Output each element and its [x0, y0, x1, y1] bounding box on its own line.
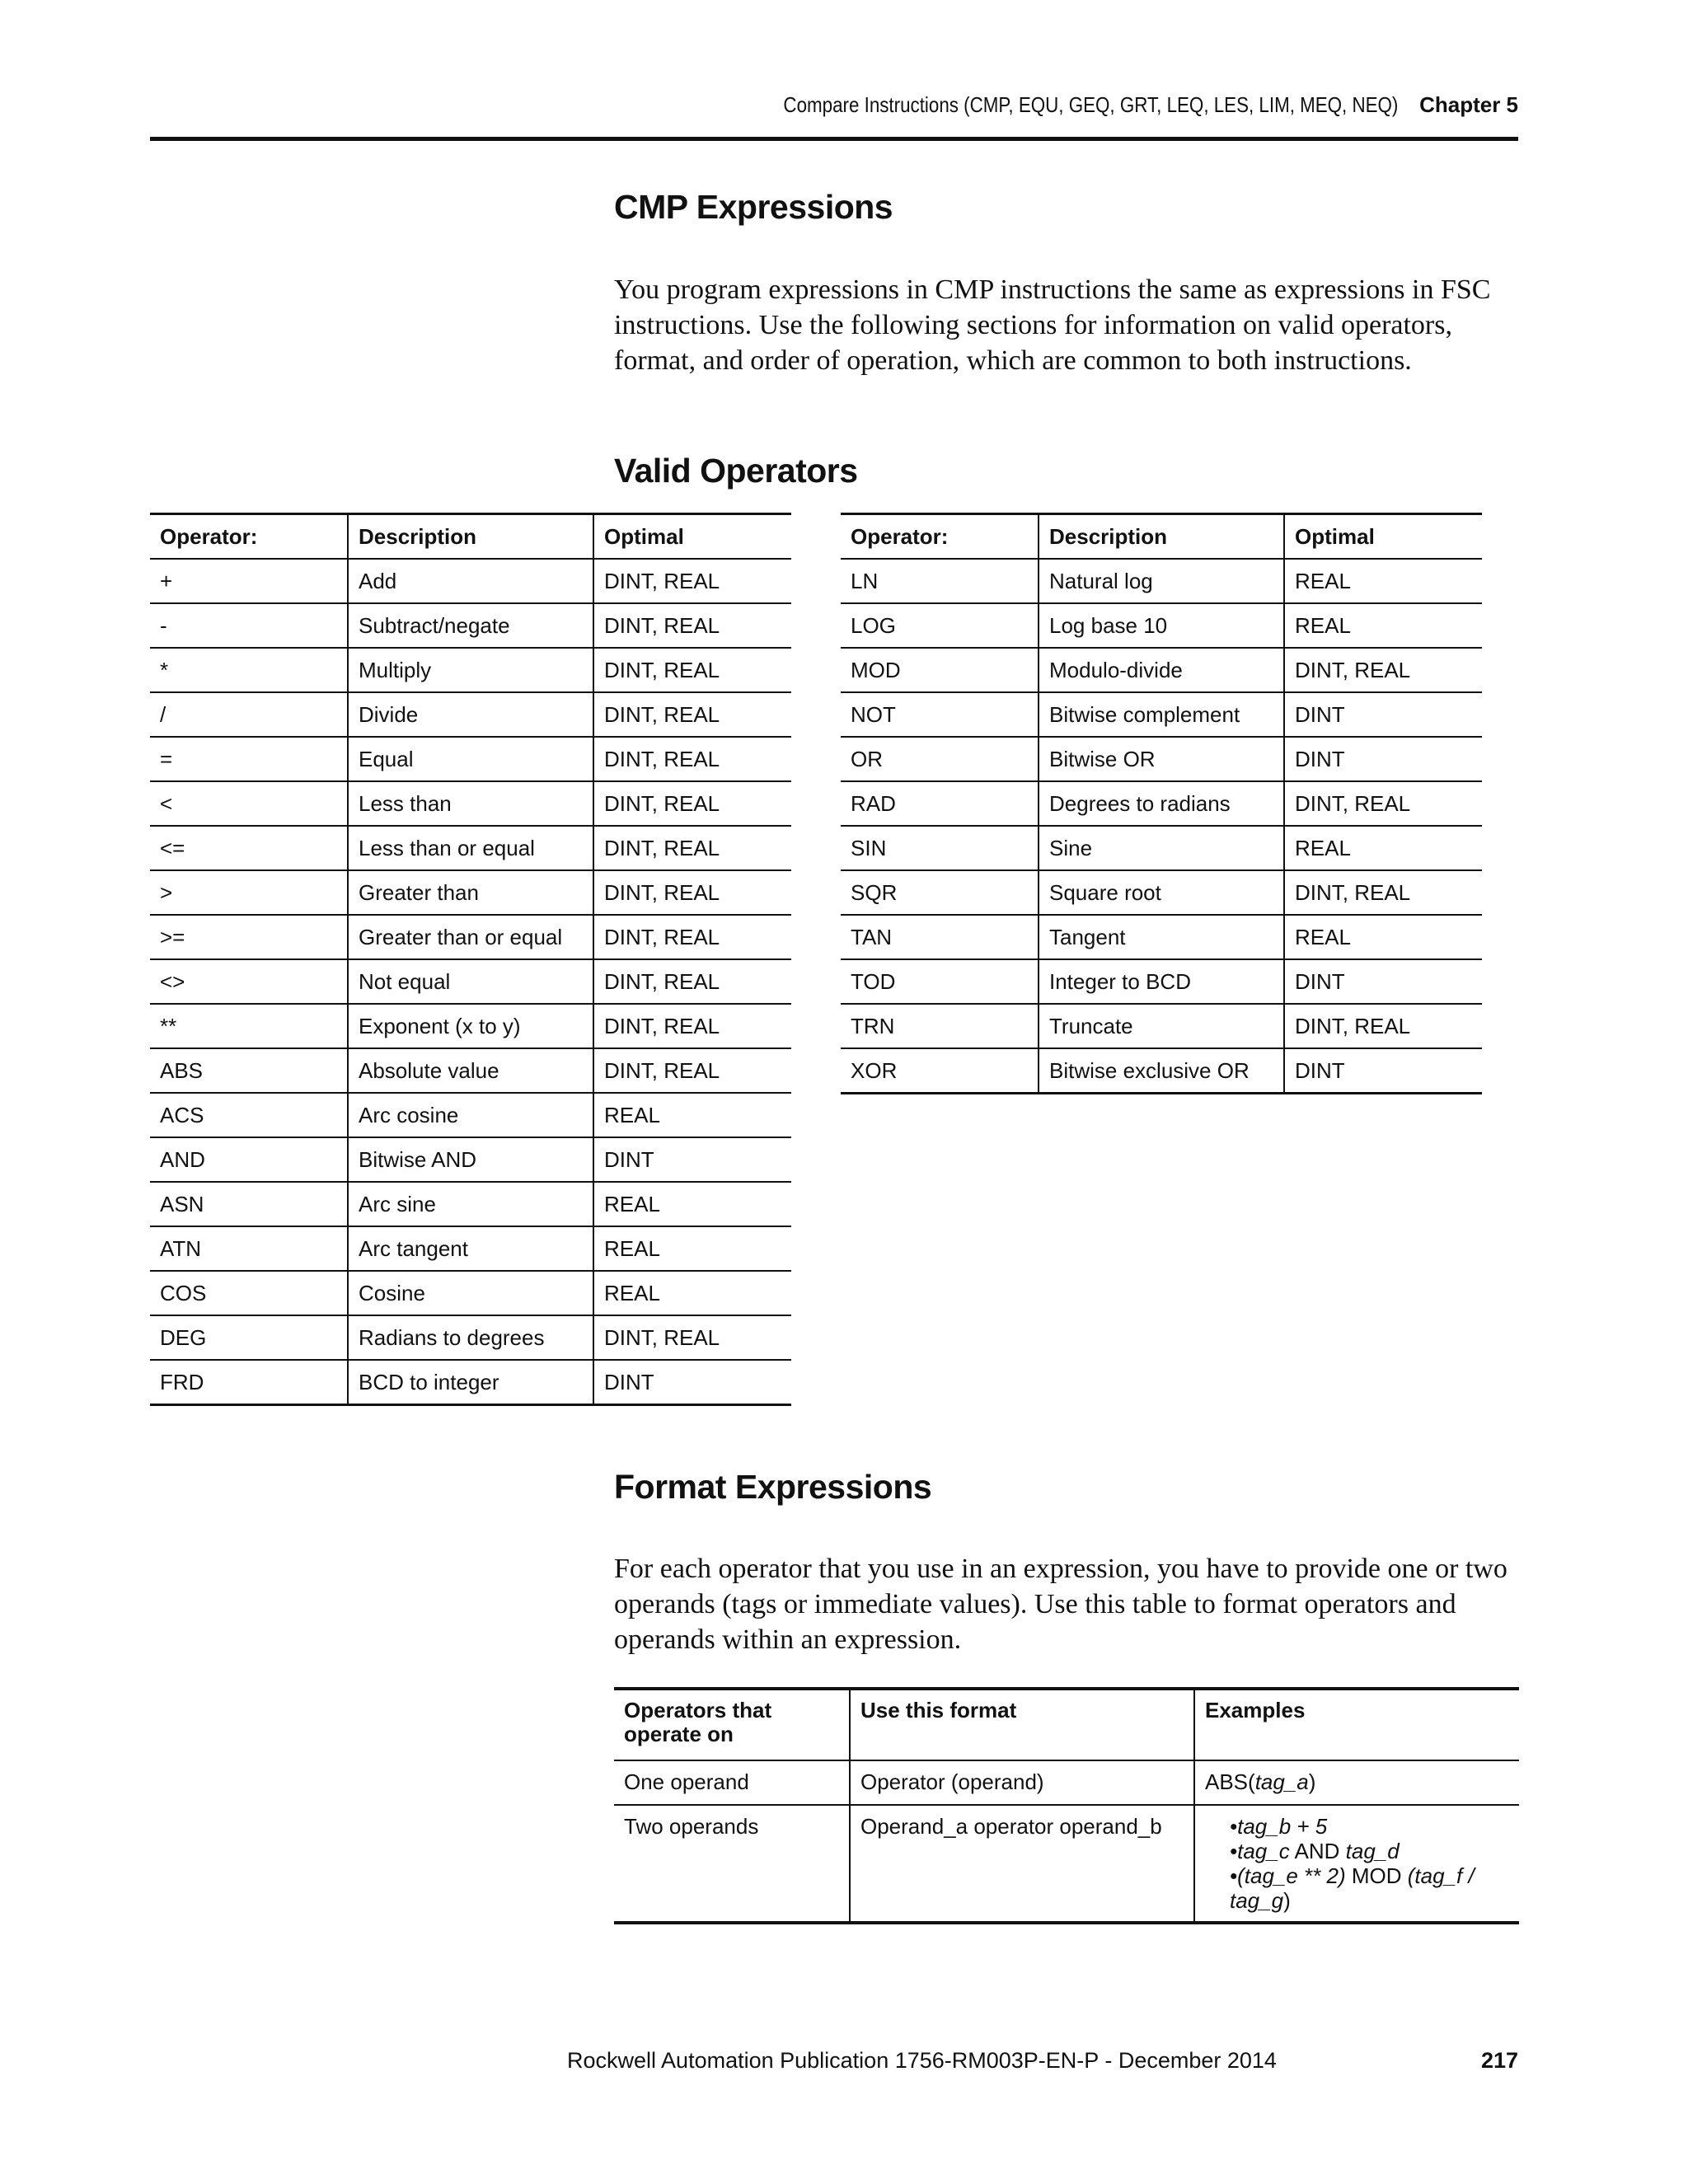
- example-tag: tag_a: [1254, 1769, 1309, 1794]
- table-row: [841, 870, 1482, 915]
- cell-optimal: DINT, REAL: [1284, 1004, 1482, 1048]
- cell-operator: OR: [841, 737, 1039, 781]
- cell-operates-on: One operand: [614, 1760, 850, 1805]
- table-row: [841, 781, 1482, 826]
- cell-description: Bitwise AND: [348, 1137, 593, 1182]
- cell-description: Bitwise complement: [1039, 692, 1284, 737]
- cell-description: Square root: [1039, 870, 1284, 915]
- cell-optimal: DINT: [593, 1137, 791, 1182]
- cell-operator: LN: [841, 559, 1039, 603]
- cell-description: Add: [348, 559, 593, 603]
- table-row: [150, 1315, 791, 1360]
- table-header-row: [150, 514, 791, 560]
- cell-optimal: DINT: [1284, 692, 1482, 737]
- cmp-expressions-heading: CMP Expressions: [614, 188, 893, 226]
- cell-description: Greater than or equal: [348, 915, 593, 959]
- cell-optimal: DINT: [593, 1360, 791, 1405]
- cell-optimal: REAL: [593, 1271, 791, 1315]
- table-row: [841, 737, 1482, 781]
- cell-operator: ATN: [150, 1226, 348, 1271]
- cell-description: Bitwise exclusive OR: [1039, 1048, 1284, 1094]
- valid-operators-heading: Valid Operators: [614, 452, 858, 490]
- cell-operator: RAD: [841, 781, 1039, 826]
- footer-publication: Rockwell Automation Publication 1756-RM003P-EN-P - December 2014: [567, 2048, 1277, 2073]
- cell-description: Arc sine: [348, 1182, 593, 1226]
- cell-example: [1194, 1760, 1519, 1805]
- table-row: [841, 1004, 1482, 1048]
- cell-description: Subtract/negate: [348, 603, 593, 648]
- cell-format: Operator (operand): [850, 1760, 1194, 1805]
- table-row: [841, 648, 1482, 692]
- cell-operator: *: [150, 648, 348, 692]
- cell-operator: +: [150, 559, 348, 603]
- table-row: [150, 1226, 791, 1271]
- cell-description: Modulo-divide: [1039, 648, 1284, 692]
- table-row: [150, 870, 791, 915]
- cell-operator: **: [150, 1004, 348, 1048]
- cell-optimal: DINT: [1284, 1048, 1482, 1094]
- cell-description: Natural log: [1039, 559, 1284, 603]
- cell-description: Degrees to radians: [1039, 781, 1284, 826]
- page-number: 217: [1480, 2048, 1518, 2073]
- page-header: [150, 89, 1518, 141]
- table-row: [150, 648, 791, 692]
- valid-operators-table-right: [841, 513, 1482, 1094]
- table-row: [150, 781, 791, 826]
- example-line: [1205, 1839, 1509, 1863]
- cell-description: Tangent: [1039, 915, 1284, 959]
- column-header-format: Use this format: [850, 1689, 1194, 1760]
- cell-description: Radians to degrees: [348, 1315, 593, 1360]
- table-row: [841, 959, 1482, 1004]
- table-row: [614, 1805, 1519, 1923]
- cell-operator: NOT: [841, 692, 1039, 737]
- column-header-description: Description: [1039, 514, 1284, 560]
- cell-operator: >: [150, 870, 348, 915]
- cell-optimal: DINT, REAL: [593, 870, 791, 915]
- cell-operator: FRD: [150, 1360, 348, 1405]
- column-header-operator: Operator:: [150, 514, 348, 560]
- example-text: ): [1283, 1888, 1291, 1913]
- cell-operator: DEG: [150, 1315, 348, 1360]
- table-row: [841, 603, 1482, 648]
- cell-optimal: DINT, REAL: [1284, 781, 1482, 826]
- cell-description: Arc cosine: [348, 1093, 593, 1137]
- cell-optimal: DINT, REAL: [593, 1048, 791, 1093]
- cell-format: Operand_a operator operand_b: [850, 1805, 1194, 1923]
- cell-description: BCD to integer: [348, 1360, 593, 1405]
- example-text: ABS(: [1205, 1769, 1255, 1794]
- cell-description: Log base 10: [1039, 603, 1284, 648]
- table-row: [841, 826, 1482, 870]
- cell-optimal: DINT, REAL: [593, 781, 791, 826]
- cell-description: Truncate: [1039, 1004, 1284, 1048]
- format-expressions-body: For each operator that you use in an expression, you have to provide one or two operands (tags or immediate values). Use this table to format operators and operands within an expression.: [614, 1554, 1507, 1655]
- cell-operator: SQR: [841, 870, 1039, 915]
- example-tag: (tag_f / tag_g: [1230, 1863, 1475, 1913]
- header-chapter: Chapter 5: [1419, 92, 1518, 117]
- table-row: [614, 1760, 1519, 1805]
- example-tag: tag_d: [1345, 1839, 1400, 1863]
- cell-description: Greater than: [348, 870, 593, 915]
- cell-optimal: REAL: [1284, 559, 1482, 603]
- cell-optimal: REAL: [1284, 603, 1482, 648]
- cell-description: Absolute value: [348, 1048, 593, 1093]
- column-header-optimal: Optimal: [593, 514, 791, 560]
- cell-optimal: DINT: [1284, 959, 1482, 1004]
- cell-optimal: DINT, REAL: [593, 1315, 791, 1360]
- cell-operator: /: [150, 692, 348, 737]
- cell-operator: XOR: [841, 1048, 1039, 1094]
- cell-operator: LOG: [841, 603, 1039, 648]
- table-row: [150, 603, 791, 648]
- cell-operator: SIN: [841, 826, 1039, 870]
- table-header-row: [841, 514, 1482, 560]
- cell-operator: ACS: [150, 1093, 348, 1137]
- format-expressions-table: [614, 1687, 1519, 1924]
- table-row: [150, 1182, 791, 1226]
- cell-operator: -: [150, 603, 348, 648]
- example-line: [1205, 1863, 1509, 1913]
- cell-operator: <: [150, 781, 348, 826]
- table-row: [150, 1004, 791, 1048]
- table-row: [150, 959, 791, 1004]
- table-row: [150, 737, 791, 781]
- column-header-operator: Operator:: [841, 514, 1039, 560]
- cell-optimal: DINT: [1284, 737, 1482, 781]
- cell-optimal: DINT, REAL: [593, 692, 791, 737]
- cell-optimal: DINT, REAL: [593, 559, 791, 603]
- table-row: [150, 915, 791, 959]
- cell-optimal: DINT, REAL: [593, 603, 791, 648]
- cell-description: Integer to BCD: [1039, 959, 1284, 1004]
- cell-description: Not equal: [348, 959, 593, 1004]
- table-row: [841, 915, 1482, 959]
- table-row: [841, 1048, 1482, 1094]
- example-text: ): [1308, 1769, 1316, 1794]
- cell-optimal: DINT, REAL: [1284, 648, 1482, 692]
- cell-operator: MOD: [841, 648, 1039, 692]
- cell-description: Arc tangent: [348, 1226, 593, 1271]
- cell-optimal: DINT, REAL: [593, 648, 791, 692]
- table-row: [841, 692, 1482, 737]
- cell-operator: TAN: [841, 915, 1039, 959]
- cell-operator: ASN: [150, 1182, 348, 1226]
- table-row: [150, 1137, 791, 1182]
- cell-optimal: REAL: [593, 1182, 791, 1226]
- format-expressions-heading: Format Expressions: [614, 1468, 932, 1506]
- column-header-description: Description: [348, 514, 593, 560]
- column-header-operates-on: Operators that operate on: [614, 1689, 850, 1760]
- cell-optimal: DINT, REAL: [593, 826, 791, 870]
- cell-optimal: DINT, REAL: [593, 1004, 791, 1048]
- cell-operator: <>: [150, 959, 348, 1004]
- cell-optimal: REAL: [593, 1093, 791, 1137]
- header-title: Compare Instructions (CMP, EQU, GEQ, GRT, LEQ, LES, LIM, MEQ, NEQ): [783, 92, 1399, 117]
- table-row: [150, 826, 791, 870]
- cell-optimal: REAL: [1284, 915, 1482, 959]
- cell-description: Equal: [348, 737, 593, 781]
- cell-description: Less than or equal: [348, 826, 593, 870]
- cell-description: Divide: [348, 692, 593, 737]
- table-row: [841, 559, 1482, 603]
- cell-operator: >=: [150, 915, 348, 959]
- cell-operator: AND: [150, 1137, 348, 1182]
- cmp-expressions-body: You program expressions in CMP instructions the same as expressions in FSC instructions. Use the following sections for information on valid operators, format, and order of operation, which are common to both instructions.: [614, 274, 1491, 376]
- cell-description: Cosine: [348, 1271, 593, 1315]
- cell-optimal: DINT, REAL: [593, 915, 791, 959]
- cell-operator: <=: [150, 826, 348, 870]
- cell-optimal: DINT, REAL: [1284, 870, 1482, 915]
- cell-operator: TRN: [841, 1004, 1039, 1048]
- table-header-row: [614, 1689, 1519, 1760]
- table-row: [150, 1048, 791, 1093]
- cell-operator: TOD: [841, 959, 1039, 1004]
- table-row: [150, 1271, 791, 1315]
- table-row: [150, 1093, 791, 1137]
- cell-optimal: REAL: [593, 1226, 791, 1271]
- cell-description: Exponent (x to y): [348, 1004, 593, 1048]
- cell-operator: =: [150, 737, 348, 781]
- cell-optimal: DINT, REAL: [593, 959, 791, 1004]
- valid-operators-table-left: [150, 513, 791, 1406]
- cell-optimal: REAL: [1284, 826, 1482, 870]
- example-tag: •tag_c: [1230, 1839, 1290, 1863]
- cell-examples: [1194, 1805, 1519, 1923]
- example-operator: AND: [1289, 1839, 1346, 1863]
- cell-operates-on: Two operands: [614, 1805, 850, 1923]
- table-row: [150, 1360, 791, 1405]
- example-operator: MOD: [1345, 1863, 1408, 1888]
- cell-optimal: DINT, REAL: [593, 737, 791, 781]
- cell-description: Bitwise OR: [1039, 737, 1284, 781]
- cell-operator: COS: [150, 1271, 348, 1315]
- running-header: [683, 92, 1518, 118]
- table-row: [150, 559, 791, 603]
- cell-description: Multiply: [348, 648, 593, 692]
- cell-description: Less than: [348, 781, 593, 826]
- cell-operator: ABS: [150, 1048, 348, 1093]
- table-row: [150, 692, 791, 737]
- cell-description: Sine: [1039, 826, 1284, 870]
- example-tag: •(tag_e ** 2): [1230, 1863, 1346, 1888]
- column-header-optimal: Optimal: [1284, 514, 1482, 560]
- column-header-examples: Examples: [1194, 1689, 1519, 1760]
- example-line: •tag_b + 5: [1230, 1814, 1328, 1839]
